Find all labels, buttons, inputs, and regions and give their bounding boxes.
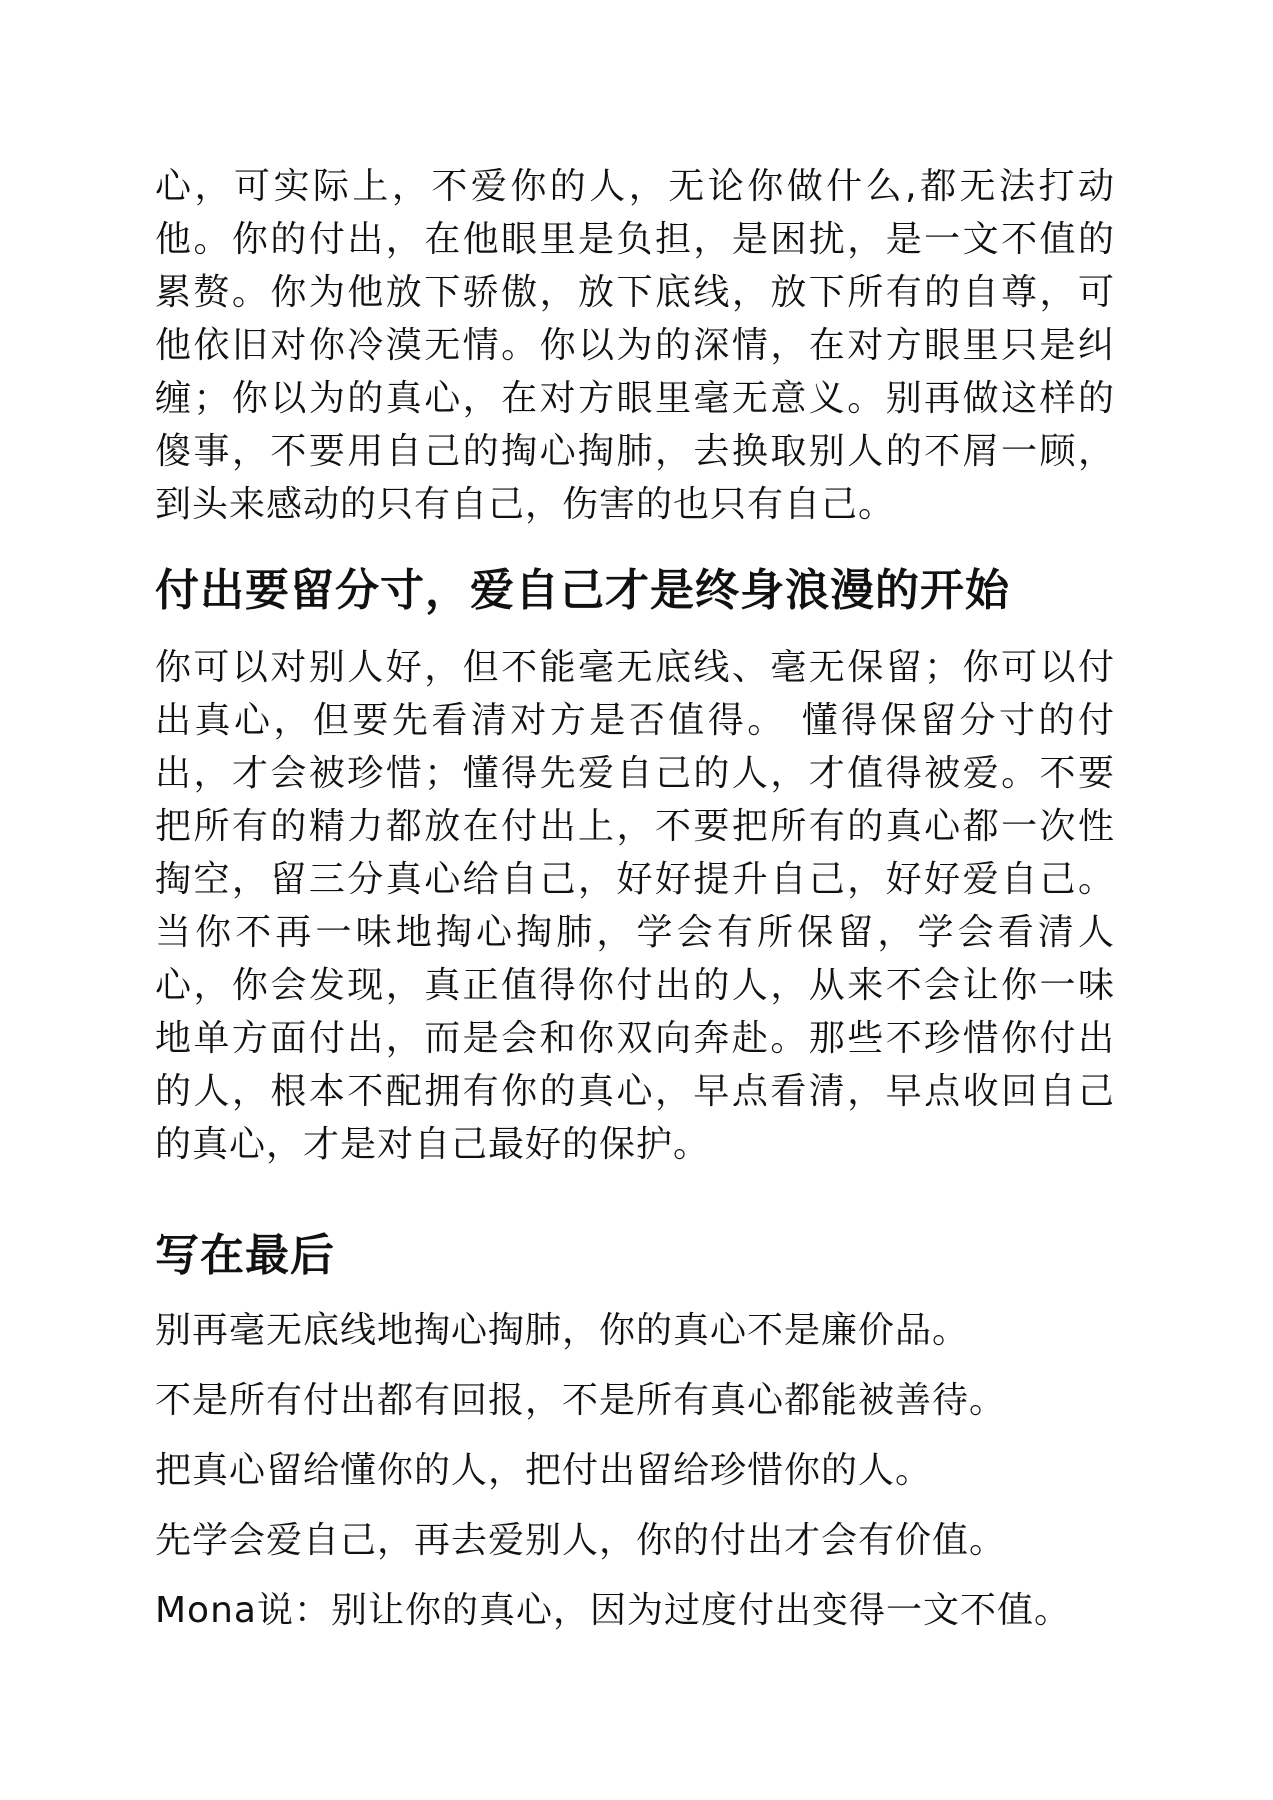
closing-signature-line: Mona说：别让你的真心，因为过度付出变得一文不值。 [155,1590,1071,1631]
closing-lines [155,1308,1115,1633]
section-heading-closing: 写在最后 [155,1230,335,1281]
section-heading-boundaries: 付出要留分寸，爱自己才是终身浪漫的开始 [155,565,1010,616]
closing-line: 把真心留给懂你的人，把付出留给珍惜你的人。 [155,1450,933,1491]
closing-line: 先学会爱自己，再去爱别人，你的付出才会有价值。 [155,1520,1007,1561]
section-paragraph-boundaries: 你可以对别人好，但不能毫无底线、毫无保留；你可以付出真心，但要先看清对方是否值得。 懂得保留分寸的付出，才会被珍惜；懂得先爱自己的人，才值得被爱。不要把所有的精力都放在付出上，不要把所有的真心都一次性掏空，留三分真心给自己，好好提升自己，好好爱自己。当你不再一味地掏心掏肺，学会有所保留，学会看清人心，你会发现，真正值得你付出的人，从来不会让你一味地单方面付出，而是会和你双向奔赴。那些不珍惜你付出的人，根本不配拥有你的真心，早点看清，早点收回自己的真心，才是对自己最好的保护。 [155,647,1115,1165]
article-body [155,160,1115,1658]
closing-line: 不是所有付出都有回报，不是所有真心都能被善待。 [155,1380,1007,1421]
closing-line: 别再毫无底线地掏心掏肺，你的真心不是廉价品。 [155,1310,970,1351]
intro-paragraph: 心，可实际上，不爱你的人，无论你做什么,都无法打动他。你的付出，在他眼里是负担，是困扰，是一文不值的累赘。你为他放下骄傲，放下底线，放下所有的自尊，可他依旧对你冷漠无情。你以为的深情，在对方眼里只是纠缠；你以为的真心，在对方眼里毫无意义。别再做这样的傻事，不要用自己的掏心掏肺，去换取别人的不屑一顾，到头来感动的只有自己，伤害的也只有自己。 [155,166,1115,525]
